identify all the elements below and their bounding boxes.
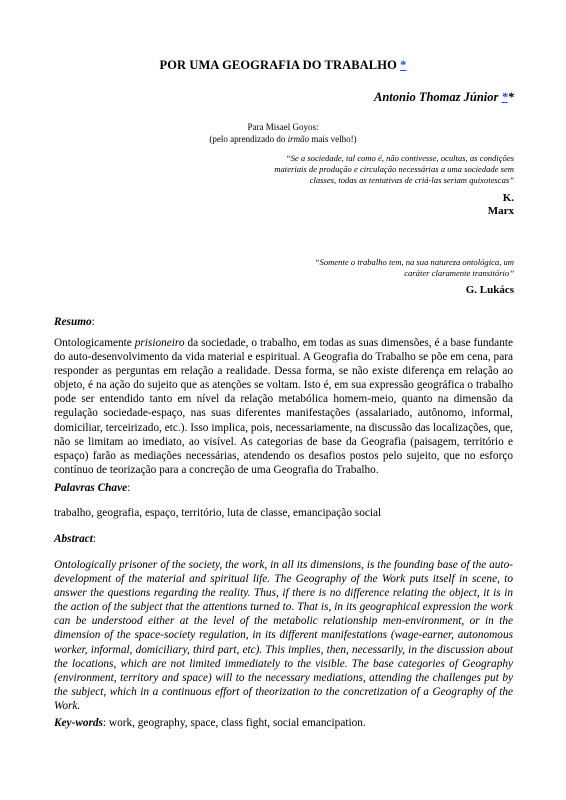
dedication-emphasis: irmão	[287, 133, 310, 144]
palavras-chave-terms: trabalho, geografia, espaço, território, luta de classe, emancipação social	[54, 507, 382, 519]
abstract-heading: Abstract:	[54, 533, 97, 545]
resumo-emphasis: prisioneiro	[134, 337, 185, 349]
keywords-heading: Key-words	[54, 717, 103, 729]
dedication-line1: Para Misael Goyos:	[247, 122, 319, 132]
keywords-line: Key-words: work, geography, space, class fight, social emancipation.	[54, 717, 366, 729]
author-footnote-link[interactable]: *	[501, 90, 508, 104]
dedication-line2: (pelo aprendizado do irmão mais velho!)	[209, 133, 357, 144]
abstract-body: Ontologically prisoner of the society, the work, in all its dimensions, is the founding base of the auto-development of the material and spiritual life. The Geography of the Work puts itself in scene, to answer the questions regarding the reality. Thus, if there is no difference relating the object, it is in the action of the subject that the attentions turned to. That is, in its geographical expression the work can be understood either at the level of the metabolic relationship men-environment, or in the dimension of the space-society regulation, in its different manifestations (wage-earner, autonomous worker, informal, domiciliary, third part, etc). This implies, then, necessarily, in the discussion about the locations, which are not limited immediately to the visible. The base categories of Geography (environment, territory and space) will to the necessary mediations, attending the challenges put by the subject, which in a continuous effort of theorization to the concretization of a Geography of the Work.	[54, 559, 513, 712]
resumo-heading: Resumo:	[54, 316, 95, 328]
resumo-body: Ontologicamente prisioneiro da sociedade, o trabalho, em todas as suas dimensões, é a base fundante do auto-desenvolvimento da vida material e espiritual. A Geografia do Trabalho se põe em cena, para responder as perguntas em relação a realidade. Dessa forma, se não existe diferença em relação ao objeto, é na ação do sujeito que as atenções se voltam. Isto é, em sua expressão geográfica o trabalho pode ser entendido tanto em nível da relação metabólica homem-meio, quanto na dimensão da regulação sociedade-espaço, nas suas diferentes manifestações (assalariado, autônomo, informal, domiciliar, terceirizado, etc.). Isso implica, pois, necessariamente, na discussão das localizações, que, não se limitam ao imediato, ao visível. As categorias de base da Geografia (paisagem, território e espaço) farão as mediações necessárias, atendendo os desafios postos pelo sujeito, que no esforço contínuo de teorização para a concreção de uma Geografia do Trabalho.	[54, 337, 513, 476]
epigraph-lukacs-quote: “Somente o trabalho tem, na sua natureza ontológica, um caráter claramente transitório”	[314, 257, 514, 279]
epigraph-marx-quote: “Se a sociedade, tal como é, não contivesse, ocultas, as condições materiais de produção e circulação necessárias a uma sociedade sem classes, todas as tentativas de criá-las seriam quixotescas”	[274, 153, 514, 186]
author-line	[374, 90, 514, 105]
title-footnote-link[interactable]: *	[400, 58, 407, 72]
dedication	[0, 122, 566, 145]
keywords-terms: work, geography, space, class fight, social emancipation.	[108, 717, 366, 729]
author-footnote-extra: *	[507, 90, 514, 104]
epigraph-marx-author: K. Marx	[487, 192, 514, 217]
author-name: Antonio Thomaz Júnior	[374, 90, 499, 104]
palavras-chave-heading: Palavras Chave:	[54, 482, 131, 494]
epigraph-lukacs-author: G. Lukács	[465, 284, 514, 296]
paper-title	[0, 58, 566, 73]
paper-title-text: POR UMA GEOGRAFIA DO TRABALHO	[159, 58, 397, 72]
